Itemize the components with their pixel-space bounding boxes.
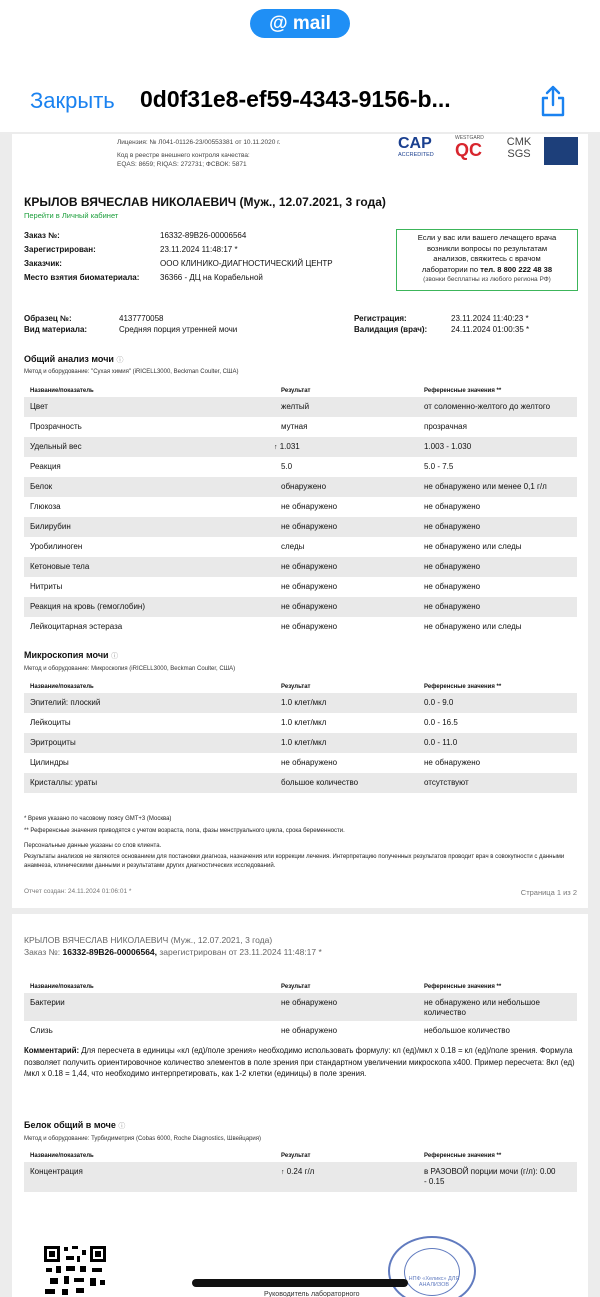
table-row [24,577,577,597]
row-reference: 0.0 - 11.0 [424,738,458,747]
home-indicator[interactable] [192,1279,408,1287]
protein-table [24,1150,577,1192]
table-header: Название/показатель Результат Референсные значения ** [30,1153,502,1159]
mail-logo: @ mail [250,9,350,38]
row-name: Эритроциты [30,738,76,747]
row-name: Глюкоза [30,502,61,511]
row-reference: не обнаружено [424,562,481,571]
contact-callout: Если у вас или вашего лечащего врача возникли вопросы по результатам анализов, свяжитесь с врачом лаборатории по тел. 8 800 222 48 38 (звонки бесплатны из любого региона РФ) [396,229,578,291]
qr-code [42,1244,108,1297]
row-name: Лейкоцитарная эстераза [30,622,123,631]
row-result: 1.0 клет/мкл [281,738,327,747]
table-row: Концентрация ↑ 0.24 г/л в РАЗОВОЙ порции мочи (г/л): 0.00 - 0.15 [24,1162,577,1192]
table-row [24,537,577,557]
row-name: Цвет [30,402,48,411]
license-text: Лицензия: № Л041-01126-23/00553381 от 10.11.2020 г. [117,139,281,146]
row-reference: не обнаружено [424,758,481,767]
row-result: большое количество [281,778,359,787]
row-result: не обнаружено [281,522,338,531]
row-result: 5.0 [281,462,293,471]
footnotes: * Время указано по часовому поясу GMT+3 (Москва) ** Референсные значения приводятся с учетом возраста, пола, фазы менструального цикла, срока беременности. Персональные данные указаны со слов клиента. Результаты анализов не являются основанием для постановки диагноза, назначения или коррекции лечения. Интерпретацию полученных результатов проводит врач в совокупности с данными анамнеза, клиническими данными и результатами других диагностических исследований. [24,816,565,869]
table-row [24,693,577,713]
row-reference: не обнаружено или следы [424,622,522,631]
row-result: мутная [281,422,308,431]
help-icon[interactable]: ⓘ [111,653,119,660]
row-name: Реакция [30,462,61,471]
high-arrow-icon: ↑ [274,444,278,451]
table-row [24,617,577,637]
table-row [24,437,577,457]
table-row [24,597,577,617]
table-row [24,773,577,793]
row-name: Уробилиноген [30,542,83,551]
close-button[interactable]: Закрыть [30,88,115,113]
urinalysis-table [24,385,577,637]
row-reference: от соломенно-желтого до желтого [424,402,551,411]
document-title: 0d0f31e8-ef59-4343-9156-b... [140,86,451,112]
table-row [24,417,577,437]
row-name: Кетоновые тела [30,562,90,571]
help-icon[interactable]: ⓘ [116,357,124,364]
row-result: обнаружено [281,482,327,491]
smk-sgs-logo: CMK SGS [506,136,532,160]
table-row [24,713,577,733]
row-name: Эпителий: плоский [30,698,101,707]
row-result: не обнаружено [281,502,338,511]
row-name: Прозрачность [30,422,82,431]
row-reference: 1.003 - 1.030 [424,442,472,451]
westgard-qc-logo: WESTGARD QC [455,135,484,160]
table-row [24,457,577,477]
row-name: Цилиндры [30,758,69,767]
document-page-2 [12,914,588,1297]
sample-info: Образец №: 4137770058 Регистрация: 23.11.2024 11:40:23 * Вид материала: Средняя порция утренней мочи Валидация (врач): 24.11.2024 01:00:35 * [24,314,530,334]
cap-logo: CAP ACCREDITED [398,135,434,158]
license-block [117,138,397,169]
registry-codes: EQAS: 8659; RIQAS: 272731; ФСВОК: 5871 [117,161,247,168]
document-page-1 [12,134,588,908]
lab-stamp: НПФ «Хеликс» ДЛЯ АНАЛИЗОВ [388,1236,476,1297]
microscopy-table [24,681,577,793]
method-protein: Метод и оборудование: Турбидиметрия (Cobas 6000, Roche Diagnostics, Швейцария) [24,1136,262,1142]
row-name: Нитриты [30,582,63,591]
section-title-protein: Белок общий в моче ⓘ [24,1120,126,1130]
certificate-badge [544,137,578,165]
table-row [24,753,577,773]
method-microscopy: Метод и оборудование: Микроскопия (iRICELL3000, Beckman Coulter, США) [24,666,236,672]
row-reference: отсутствуют [424,778,469,787]
table-header: Название/показатель Результат Референсные значения ** [30,984,502,990]
signature-label: Руководитель лабораторного [264,1291,360,1297]
row-result: не обнаружено [281,602,338,611]
registry-label: Код в реестре внешнего контроля качества: [117,152,250,159]
microscopy-table-continued [24,981,577,1041]
row-result: 1.0 клет/мкл [281,698,327,707]
row-reference: прозрачная [424,422,467,431]
row-reference: не обнаружено [424,502,481,511]
table-row [24,477,577,497]
table-row [24,557,577,577]
order-info: Заказ №: 16332-89В26-00006564 Зарегистрирован: 23.11.2024 11:48:17 * Заказчик: ООО КЛИНИКО-ДИАГНОСТИЧЕСКИЙ ЦЕНТР Место взятия биоматериала: 36366 - ДЦ на Корабельной [24,231,333,282]
table-row: Слизь не обнаружено небольшое количество [30,1026,510,1035]
row-result: желтый [281,402,310,411]
table-row [24,397,577,417]
patient-name: КРЫЛОВ ВЯЧЕСЛАВ НИКОЛАЕВИЧ (Муж., 12.07.2021, 3 года) [24,195,386,209]
row-name: Удельный вес [30,442,82,451]
table-row [24,733,577,753]
row-name: Реакция на кровь (гемоглобин) [30,602,146,611]
row-result: не обнаружено [281,562,338,571]
row-reference: не обнаружено или следы [424,542,522,551]
page-number: Страница 1 из 2 [520,888,577,897]
method-urinalysis: Метод и оборудование: "Сухая химия" (iRICELL3000, Beckman Coulter, США) [24,369,239,375]
page2-header: КРЫЛОВ ВЯЧЕСЛАВ НИКОЛАЕВИЧ (Муж., 12.07.2021, 3 года) Заказ №: 16332-89В26-00006564, зарегистрирован от 23.11.2024 11:48:17 * [24,935,322,957]
row-name: Лейкоциты [30,718,71,727]
page-footer: Отчет создан: 24.11.2024 01:06:01 * Страница 1 из 2 [24,888,577,897]
row-result: следы [281,542,305,551]
table-row [24,497,577,517]
row-reference: не обнаружено [424,602,481,611]
row-name: Белок [30,482,53,491]
row-reference: 0.0 - 9.0 [424,698,454,707]
table-header: Название/показатель Результат Референсные значения ** [30,684,502,690]
row-result: не обнаружено [281,622,338,631]
row-result: ↑ 1.031 [274,442,300,451]
row-reference: не обнаружено [424,522,481,531]
row-result: 1.0 клет/мкл [281,718,327,727]
row-reference: 0.0 - 16.5 [424,718,458,727]
row-result: не обнаружено [281,582,338,591]
row-name: Кристаллы: ураты [30,778,98,787]
comment-block: Комментарий: Для пересчета в единицы «кл (ед)/поле зрения» необходимо использовать формулу: кл (ед)/мкл х 0.18 = кл (ед)/поле зрения. Формула позволяет получить ориентировочное количество элементов в поле зрения при стандартном увеличении микроскопа х400. Пример пересчета: 8кл (ед) /мкл х 0.18 = 1,44, что необходимо интерпретировать, как 1-2 клетки (единицы) в поле зрения. [24,1046,575,1078]
row-name: Билирубин [30,522,71,531]
help-icon[interactable]: ⓘ [118,1123,126,1130]
contact-phone[interactable]: тел. 8 800 222 48 38 [480,264,553,274]
row-reference: 5.0 - 7.5 [424,462,454,471]
section-title-microscopy: Микроскопия мочи ⓘ [24,650,119,660]
table-row: Бактерии не обнаружено не обнаружено или небольшое количество [24,993,577,1021]
table-row [24,517,577,537]
viewer-header [0,0,600,132]
row-result: не обнаружено [281,758,338,767]
personal-cabinet-link[interactable]: Перейти в Личный кабинет [24,211,119,220]
row-reference: не обнаружено или менее 0,1 г/л [424,482,547,491]
section-title-urinalysis: Общий анализ мочи ⓘ [24,354,124,364]
row-reference: не обнаружено [424,582,481,591]
table-header: Название/показатель Результат Референсные значения ** [30,388,502,394]
share-icon[interactable] [538,84,568,118]
